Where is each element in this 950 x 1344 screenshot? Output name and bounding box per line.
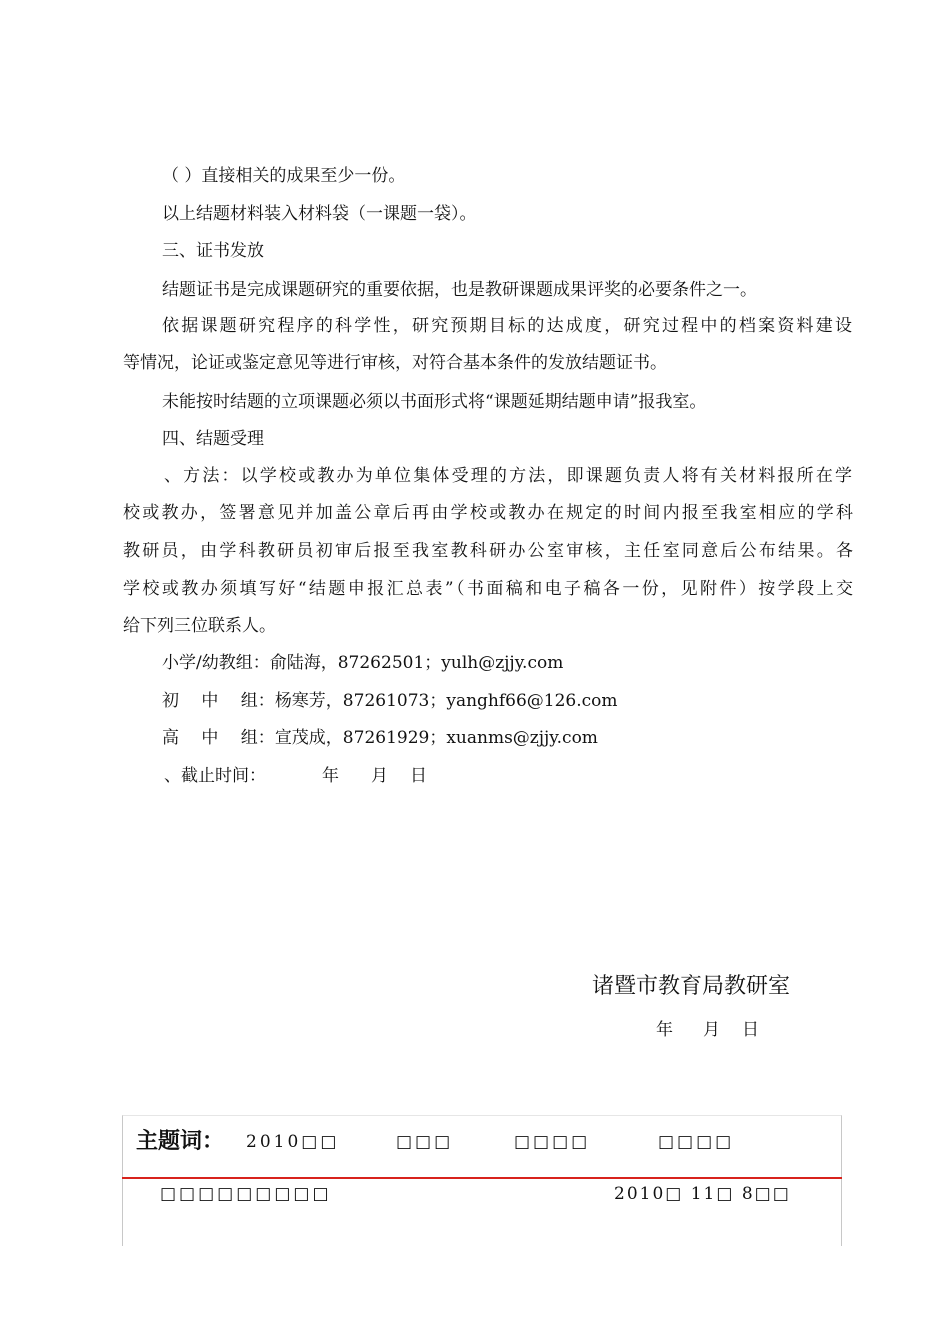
paragraph-line: 以上结题材料装入材料袋（一课题一袋）。 bbox=[162, 204, 477, 224]
signature-month: 月 bbox=[703, 1020, 720, 1040]
keyword-item: □□□□ bbox=[658, 1132, 735, 1152]
deadline-day: 日 bbox=[410, 766, 427, 786]
contact-primary bbox=[162, 651, 852, 675]
signature-year: 年 bbox=[656, 1020, 673, 1040]
section-heading: 三、证书发放 bbox=[162, 241, 264, 261]
signature-date bbox=[656, 1018, 759, 1042]
deadline-line bbox=[164, 764, 894, 788]
paragraph-line: 结题证书是完成课题研究的重要依据，也是教研课题成果评奖的必要条件之一。 bbox=[162, 280, 757, 300]
paragraph-line: 未能按时结题的立项课题必须以书面形式将“课题延期结题申请”报我室。 bbox=[162, 392, 707, 412]
paragraph-line: 依据课题研究程序的科学性，研究预期目标的达成度，研究过程中的档案资料建设 bbox=[162, 316, 852, 336]
keywords-label: 主题词： bbox=[136, 1129, 225, 1154]
section-heading: 四、结题受理 bbox=[162, 429, 264, 449]
paragraph-line: 校或教办，签署意见并加盖公章后再由学校或教办在规定的时间内报至我室相应的学科 bbox=[123, 503, 853, 523]
contact-group: 初 中 组： bbox=[162, 691, 275, 711]
paragraph-line: 给下列三位联系人。 bbox=[123, 616, 276, 636]
signature-day: 日 bbox=[742, 1020, 759, 1040]
paragraph-line: 等情况，论证或鉴定意见等进行审核，对符合基本条件的发放结题证书。 bbox=[123, 353, 667, 373]
contact-info: 杨寒芳，87261073；yanghf66@126.com bbox=[274, 691, 618, 711]
issue-date: 2010□ 11□ 8□□ bbox=[614, 1184, 791, 1204]
keyword-item: □□□□ bbox=[514, 1132, 591, 1152]
issuing-organization: 诸暨市教育局教研室 bbox=[592, 974, 791, 999]
deadline-label: 、截止时间： bbox=[164, 766, 266, 786]
keyword-item: 2010□□ bbox=[246, 1132, 340, 1152]
paragraph-line: 学校或教办须填写好“结题申报汇总表”（书面稿和电子稿各一份，见附件）按学段上交 bbox=[123, 579, 853, 599]
contact-senior bbox=[162, 726, 852, 750]
contact-junior bbox=[162, 689, 852, 713]
contact-group: 小学/幼教组： bbox=[162, 653, 270, 673]
footer-red-rule bbox=[122, 1177, 842, 1179]
paragraph-line: 教研员，由学科教研员初审后报至我室教科研办公室审核，主任室同意后公布结果。各 bbox=[123, 541, 853, 561]
contact-info: 俞陆海，87262501；yulh@zjjy.com bbox=[269, 653, 564, 673]
contact-group: 高 中 组： bbox=[162, 728, 275, 748]
deadline-month: 月 bbox=[371, 766, 388, 786]
paragraph-line: 、方法：以学校或教办为单位集体受理的方法，即课题负责人将有关材料报所在学 bbox=[164, 466, 852, 486]
issuer-text: □□□□□□□□□ bbox=[160, 1184, 332, 1204]
paragraph-line: （ ）直接相关的成果至少一份。 bbox=[162, 166, 406, 186]
deadline-year: 年 bbox=[322, 766, 339, 786]
keyword-item: □□□ bbox=[396, 1132, 454, 1152]
contact-info: 宣茂成，87261929；xuanms@zjjy.com bbox=[274, 728, 598, 748]
